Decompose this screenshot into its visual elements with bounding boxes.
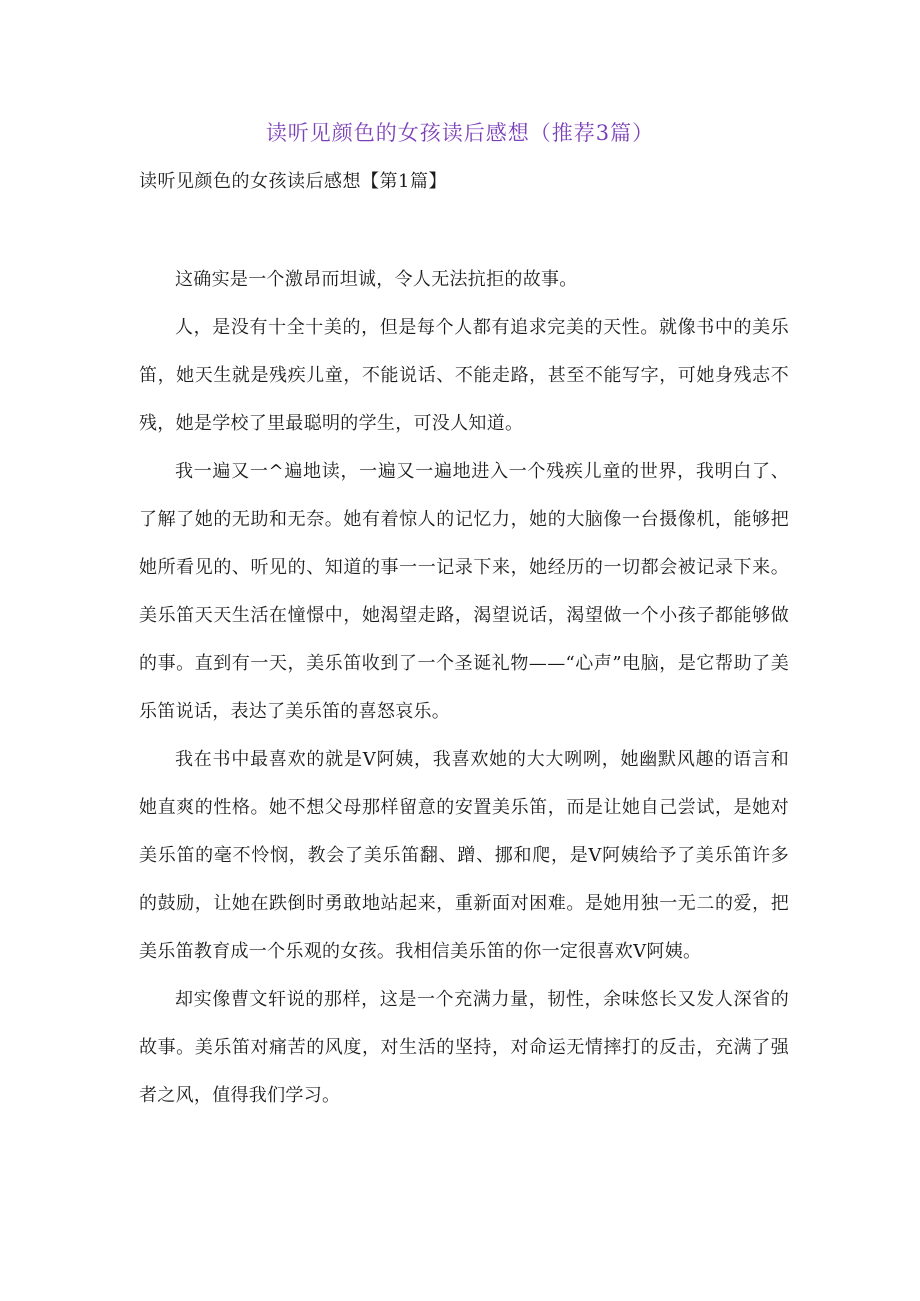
paragraph: 我在书中最喜欢的就是V阿姨，我喜欢她的大大咧咧，她幽默风趣的语言和她直爽的性格。她不想父母那样留意的安置美乐笛，而是让她自己尝试，是她对美乐笛的毫不怜悯，教会了美乐笛翻、蹭、挪和爬，是V阿姨给予了美乐笛许多的鼓励，让她在跌倒时勇敢地站起来，重新面对困难。是她用独一无二的爱，把美乐笛教育成一个乐观的女孩。我相信美乐笛的你一定很喜欢V阿姨。 — [139, 749, 789, 962]
document-body — [139, 256, 789, 1120]
document-title: 读听见颜色的女孩读后感想（推荐3篇） — [265, 121, 655, 145]
section-heading: 读听见颜色的女孩读后感想【第1篇】 — [139, 171, 447, 192]
paragraph: 我一遍又一^遍地读，一遍又一遍地进入一个残疾儿童的世界，我明白了、了解了她的无助和无奈。她有着惊人的记忆力，她的大脑像一台摄像机，能够把她所看见的、听见的、知道的事一一记录下来，她经历的一切都会被记录下来。美乐笛天天生活在憧憬中，她渴望走路，渴望说话，渴望做一个小孩子都能够做的事。直到有一天，美乐笛收到了一个圣诞礼物——“心声”电脑，是它帮助了美乐笛说话，表达了美乐笛的喜怒哀乐。 — [139, 461, 789, 722]
paragraph: 这确实是一个激昂而坦诚，令人无法抗拒的故事。 — [175, 269, 578, 290]
paragraph: 却实像曹文轩说的那样，这是一个充满力量，韧性，余味悠长又发人深省的故事。美乐笛对痛苦的风度，对生活的坚持，对命运无情摔打的反击，充满了强者之风，值得我们学习。 — [139, 989, 789, 1106]
paragraph: 人，是没有十全十美的，但是每个人都有追求完美的天性。就像书中的美乐笛，她天生就是残疾儿童，不能说话、不能走路，甚至不能写字，可她身残志不残，她是学校了里最聪明的学生，可没人知道。 — [139, 317, 789, 434]
